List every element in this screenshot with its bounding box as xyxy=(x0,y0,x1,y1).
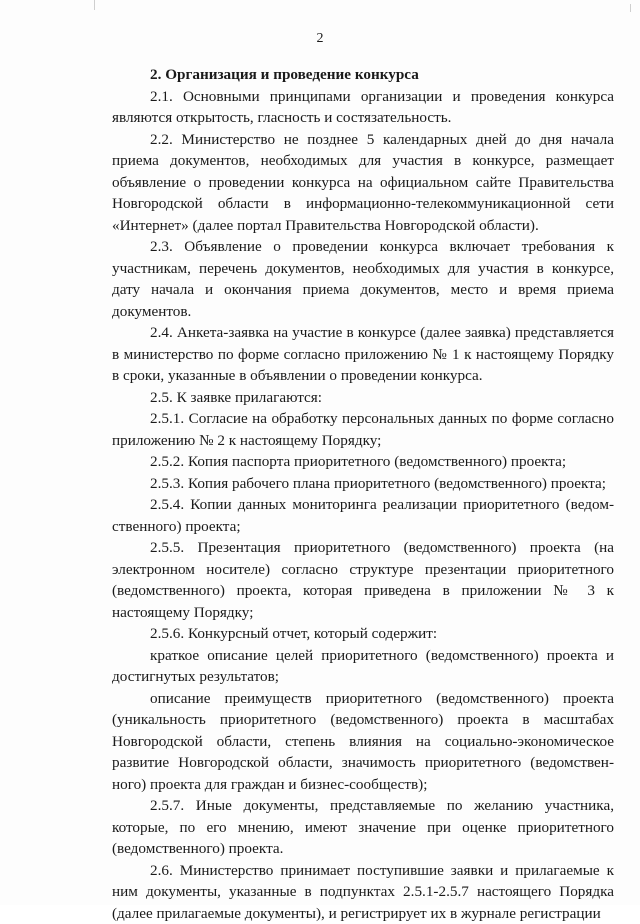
paragraph: 2.5.1. Согласие на обработку персональных данных по форме согласно приложению № 2 к настоящему Порядку; xyxy=(112,408,614,451)
paragraph: 2.5.4. Копии данных мониторинга реализации приоритетного (ведомственного) проекта; xyxy=(112,494,614,537)
paragraph: 2.5.5. Презентация приоритетного (ведомственного) проекта (на электронном носителе) согласно структуре презентации приоритетного (ведомственного) проекта, которая приведена в приложении № 3 к настоящему Порядку; xyxy=(112,537,614,623)
paragraph: 2.5.2. Копия паспорта приоритетного (ведомственного) проекта; xyxy=(112,451,614,473)
paragraph: 2.3. Объявление о проведении конкурса включает требования к участникам, перечень документов, необходимых для участия в конкурсе, дату начала и окончания приема документов, место и время приема документов. xyxy=(112,236,614,322)
paragraph: краткое описание целей приоритетного (ведомственного) проекта и достигнутых результатов; xyxy=(112,645,614,688)
scan-edge-mark xyxy=(94,0,95,10)
paragraph: 2.5. К заявке прилагаются: xyxy=(112,387,614,409)
paragraph: 2.5.3. Копия рабочего плана приоритетного (ведомственного) проекта; xyxy=(112,473,614,495)
paragraph: 2.4. Анкета-заявка на участие в конкурсе (далее заявка) представляется в министерство по форме согласно приложению № 1 к настоящему Порядку в сроки, указанные в объявлении о проведении конкурса. xyxy=(112,322,614,387)
paragraph: 2.1. Основными принципами организации и проведения конкурса являются открытость, гласность и состязательность. xyxy=(112,86,614,129)
page-number: 2 xyxy=(0,30,640,48)
scan-edge-mark xyxy=(630,4,631,12)
section-heading: 2. Организация и проведение конкурса xyxy=(112,64,614,86)
paragraph: описание преимуществ приоритетного (ведомственного) проекта (уникальность приоритетного (ведомственного) проекта в масштабах Новгородской области, степень влияния на социально-экономическое развитие Новгородской области, значимость приоритетного (ведомственного) проекта для граждан и бизнес-сообществ); xyxy=(112,688,614,796)
document-body xyxy=(112,64,614,924)
paragraph: 2.2. Министерство не позднее 5 календарных дней до дня начала приема документов, необходимых для участия в конкурсе, размещает объявление о проведении конкурса на официальном сайте Правительства Новгородской области в информационно-телекоммуникационной сети «Интернет» (далее портал Правительства Новгородской области). xyxy=(112,129,614,237)
paragraph: 2.5.7. Иные документы, представляемые по желанию участника, которые, по его мнению, имеют значение при оценке приоритетного (ведомственного) проекта. xyxy=(112,795,614,860)
paragraph: 2.6. Министерство принимает поступившие заявки и прилагаемые к ним документы, указанные в подпунктах 2.5.1-2.5.7 настоящего Порядка (далее прилагаемые документы), и регистрирует их в журнале регистрации xyxy=(112,860,614,924)
paragraph: 2.5.6. Конкурсный отчет, который содержит: xyxy=(112,623,614,645)
